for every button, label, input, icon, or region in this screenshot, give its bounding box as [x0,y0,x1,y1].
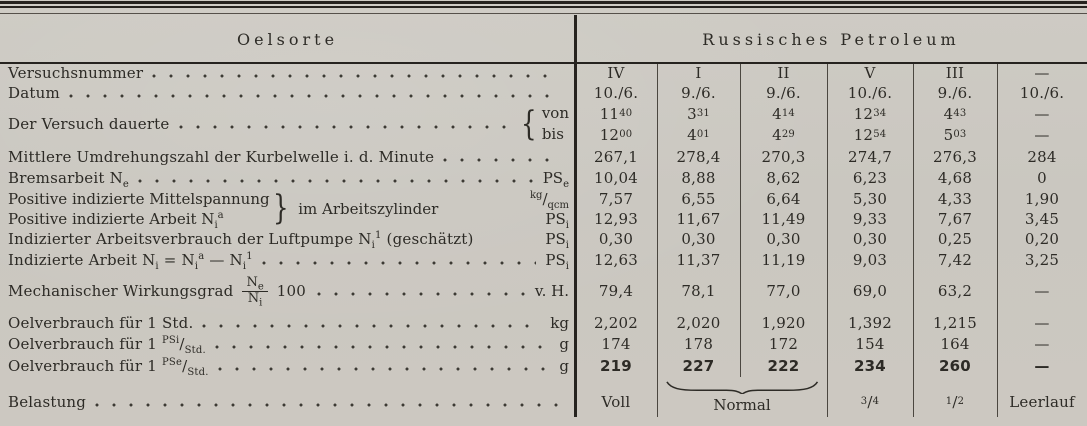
row-belastung-label [0,377,575,417]
row-indizierte-arbeit-value: 9,03 [852,250,888,269]
top-rule-thin [0,13,1087,14]
dot-leader [262,261,537,265]
row-indizierte-arbeit-value: 3,25 [1024,250,1060,269]
dot-leader [218,367,551,371]
arbeitszylinder-label: im Arbeitszylinder [298,199,439,218]
row-unit: kg [550,314,569,332]
row-oelverbrauch-std-value: 1,920 [761,314,806,332]
row-oelverbrauch-std-value: 2,020 [676,314,721,332]
dot-leader [215,345,551,349]
belastung-voll: Voll [601,393,631,411]
row-label-text: Oelverbrauch für 1 Std. [8,314,194,332]
top-rule-thick [0,1,1087,4]
row-arbeitszylinder-spannung-value: 4,33 [937,189,973,208]
row-luftpumpe-value: 0,30 [766,230,801,248]
row-datum-value: 10./6. [593,84,639,102]
row-luftpumpe-value: 0,25 [937,230,973,248]
row-oelverbrauch-std-value: 1,392 [848,314,892,332]
row-oelverbrauch-psi-label [0,334,575,354]
row-wirkungsgrad-value: 77,0 [766,282,801,300]
row-unit: $PS_i$ [545,230,569,251]
row-luftpumpe-value: 0,30 [681,230,716,248]
row-indizierte-arbeit-value: 11,37 [676,250,721,269]
row-umdrehungszahl-value: 274,7 [848,147,892,166]
row-indizierte-arbeit-value: 7,42 [937,250,973,269]
row-versuchsnummer-value: III [945,63,965,82]
row-oelverbrauch-psi-value: 178 [683,335,714,353]
row-wirkungsgrad-label [0,270,575,312]
row-versuch-dauerte-bis-value: — [1034,125,1050,144]
row-oelverbrauch-psi-value: 154 [855,335,885,353]
row-versuch-dauerte-label [0,103,575,145]
row-label-text: Bremsarbeit $N_e$ [8,169,130,190]
row-umdrehungszahl-label [0,145,575,168]
row-arbeitszylinder-spannung-value: 7,57 [598,189,634,208]
row-versuchsnummer-value: I [695,63,702,82]
dot-leader [317,292,526,296]
row-umdrehungszahl-value: 284 [1027,147,1057,166]
normal-span-brace [664,381,820,394]
row-versuch-dauerte-bis-value: 12 00 [599,125,633,144]
row-oelverbrauch-std-value: 1,215 [933,314,977,332]
row-versuch-dauerte-von-value: 4 43 [943,104,967,123]
ne-ni-fraction: $\frac{N_e}{N_i}$ [242,276,267,307]
row-unit: $PS_e$ [542,169,569,190]
belastung-normal-span [657,377,827,417]
row-oelverbrauch-pse-value: 222 [767,356,800,375]
row-oelverbrauch-pse-value: 227 [682,356,715,375]
row-label-text: Mechanischer Wirkungsgrad [8,282,234,300]
row-datum-value: 9./6. [937,84,973,102]
row-versuchsnummer-label [0,62,575,83]
row-label-text: Oelverbrauch für 1 $^{PSi}/_{Std.}$ [8,335,206,356]
dot-leader [179,125,510,129]
von-bis-stack: von bis [541,104,569,143]
row-wirkungsgrad-value: 79,4 [598,282,634,300]
row-luftpumpe-value: 0,30 [598,230,634,248]
row-wirkungsgrad-value: 78,1 [681,282,716,300]
row-bremsarbeit-value: 4,68 [937,169,973,187]
dot-leader [483,240,537,244]
row-unit: $PS_i$ [545,250,569,272]
row-versuch-dauerte-von-value: 12 34 [853,104,887,123]
row-datum-value: 9./6. [681,84,716,102]
row-versuchsnummer-value: V [864,63,876,82]
row-oelverbrauch-psi-value: 174 [601,335,631,353]
unit-stack: $^{kg}/_{qcm}$ $PS_i$ [529,189,569,231]
row-arbeitszylinder-spannung-value: 6,64 [766,189,801,208]
stacked-row-labels: Positive indizierte Mittelspannung Positive indizierte Arbeit $N_i^a$ [8,189,270,231]
row-oelverbrauch-pse-value: 260 [939,356,971,375]
dot-leader [443,158,560,162]
belastung-half: 1 / 2 [945,393,965,411]
belastung-threequarter: 3 / 4 [860,393,880,411]
row-wirkungsgrad-value: — [1034,282,1050,300]
row-oelverbrauch-std-label [0,312,575,334]
row-umdrehungszahl-value: 270,3 [761,147,806,166]
row-label-text: Mittlere Umdrehungszahl der Kurbelwelle i. d. Minute [8,147,435,166]
row-oelverbrauch-psi-value: 164 [940,335,970,353]
row-luftpumpe-value: 0,30 [852,230,888,248]
row-arbeitszylinder-arbeit-value: 11,49 [761,210,806,228]
row-umdrehungszahl-value: 278,4 [676,147,721,166]
row-wirkungsgrad-value: 63,2 [937,282,973,300]
row-label-text: Der Versuch dauerte [8,115,170,133]
row-versuch-dauerte-von-value: 4 14 [772,104,795,123]
row-oelverbrauch-pse-value: 234 [854,356,886,375]
row-label-text: Versuchsnummer [8,63,144,82]
left-curly-brace: { [521,103,537,144]
row-luftpumpe-label [0,229,575,249]
row-label-text: Belastung [8,393,87,411]
row-versuchsnummer-value: II [777,63,790,82]
row-oelverbrauch-std-value: — [1034,314,1050,332]
row-oelverbrauch-std-value: 2,202 [594,314,638,332]
row-arbeitszylinder-label [0,188,575,229]
top-rule-thick-2 [0,6,1087,8]
column-group-header-oelsorte: Oelsorte [236,29,339,49]
row-indizierte-arbeit-value: 11,19 [761,250,806,269]
row-umdrehungszahl-value: 276,3 [933,147,977,166]
row-oelverbrauch-psi-value: 172 [768,335,799,353]
row-datum-label [0,83,575,103]
row-versuch-dauerte-bis-value: 12 54 [853,125,887,144]
belastung-normal-label: Normal [713,396,771,414]
row-versuchsnummer-value: IV [607,63,625,82]
row-label-text: 100 [276,282,306,300]
row-indizierte-arbeit-label [0,249,575,270]
row-versuch-dauerte-bis-value: 5 03 [943,125,967,144]
row-oelverbrauch-pse-label [0,354,575,377]
row-arbeitszylinder-arbeit-value: 9,33 [852,210,888,228]
row-unit: g [559,356,569,375]
row-label-text: Oelverbrauch für 1 $^{PSe}/_{Std.}$ [8,356,209,378]
row-arbeitszylinder-arbeit-value: 7,67 [937,210,973,228]
row-bremsarbeit-value: 6,23 [852,169,888,187]
row-datum-value: 10./6. [847,84,893,102]
row-versuch-dauerte-bis-value: 4 01 [687,125,710,144]
row-arbeitszylinder-arbeit-value: 12,93 [594,210,638,228]
row-arbeitszylinder-arbeit-value: 3,45 [1024,210,1060,228]
row-versuch-dauerte-von-value: 11 40 [599,104,633,123]
row-arbeitszylinder-spannung-value: 1,90 [1024,189,1060,208]
dot-leader [152,74,560,78]
row-bremsarbeit-label [0,168,575,188]
row-indizierte-arbeit-value: 12,63 [594,250,638,269]
row-versuch-dauerte-von-value: 3 31 [687,104,710,123]
row-bremsarbeit-value: 0 [1037,169,1047,187]
row-bremsarbeit-value: 8,88 [681,169,716,187]
belastung-leerlauf: Leerlauf [1009,393,1075,411]
dot-leader [69,94,560,98]
row-label-text: Indizierter Arbeitsverbrauch der Luftpumpe $N_i^1$ (geschätzt) [8,230,474,251]
row-versuch-dauerte-bis-value: 4 29 [772,125,795,144]
row-label-text: Indizierte Arbeit $N_i = N_i^a$ — $N_i^1$ [8,250,253,272]
row-luftpumpe-value: 0,20 [1024,230,1060,248]
row-bremsarbeit-value: 8,62 [766,169,801,187]
row-label-text: Datum [8,84,60,102]
dot-leader [95,403,560,407]
row-datum-value: 10./6. [1019,84,1065,102]
dot-leader [138,179,534,183]
row-arbeitszylinder-spannung-value: 5,30 [852,189,888,208]
row-umdrehungszahl-value: 267,1 [594,147,638,166]
row-versuchsnummer-value: — [1034,63,1050,82]
row-arbeitszylinder-spannung-value: 6,55 [681,189,716,208]
row-bremsarbeit-value: 10,04 [594,169,638,187]
row-oelverbrauch-pse-value: 219 [600,356,632,375]
right-curly-brace: } [272,188,289,229]
dot-leader [202,324,541,328]
row-oelverbrauch-pse-value: — [1034,356,1050,375]
results-table [0,16,1087,417]
row-unit: v. H. [534,282,569,300]
row-unit: g [559,335,569,353]
row-oelverbrauch-psi-value: — [1034,335,1050,353]
row-datum-value: 9./6. [766,84,801,102]
row-versuch-dauerte-von-value: — [1034,104,1050,123]
row-arbeitszylinder-arbeit-value: 11,67 [676,210,721,228]
column-group-header-russisches-petroleum: Russisches Petroleum [702,29,960,49]
row-wirkungsgrad-value: 69,0 [852,282,888,300]
